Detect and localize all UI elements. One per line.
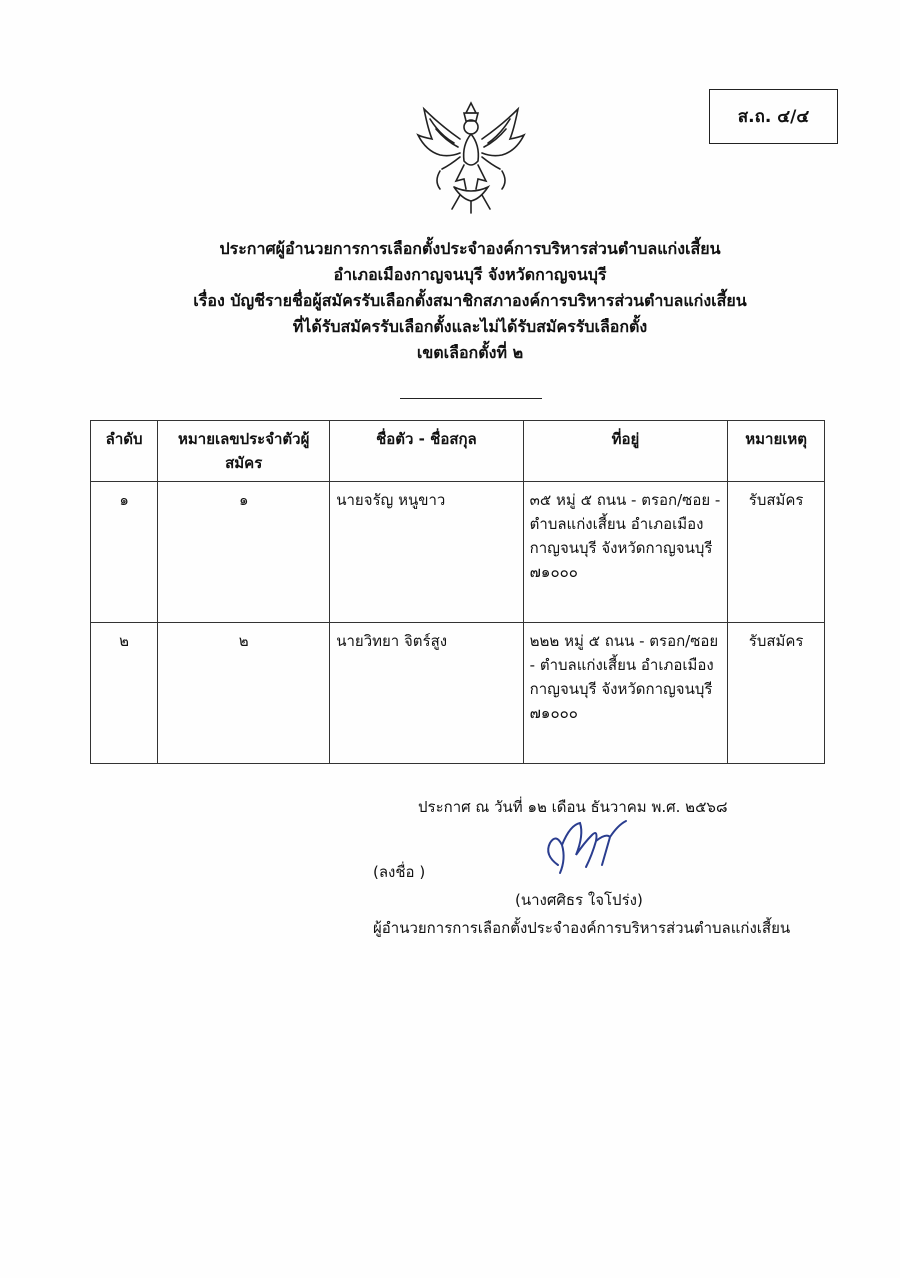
form-code-box: [709, 89, 838, 144]
cell-name: นายวิทยา จิตร์สูง: [330, 623, 523, 764]
signer-title: ผู้อำนวยการการเลือกตั้งประจำองค์การบริหารส่วนตำบลแก่งเสี้ยน: [373, 919, 791, 937]
cell-address: ๓๕ หมู่ ๕ ถนน - ตรอก/ซอย - ตำบลแก่งเสี้ยน อำเภอเมืองกาญจนบุรี จังหวัดกาญจนบุรี ๗๑๐๐๐: [523, 482, 728, 623]
cell-order: ๒: [91, 623, 158, 764]
candidate-table: [90, 420, 825, 764]
table-row: [91, 623, 825, 764]
garuda-emblem-icon: [410, 95, 532, 217]
cell-name: นายจรัญ หนูขาว: [330, 482, 523, 623]
heading-line-3: เรื่อง บัญชีรายชื่อผู้สมัครรับเลือกตั้งสมาชิกสภาองค์การบริหารส่วนตำบลแก่งเสี้ยน: [193, 291, 747, 310]
heading-line-1: ประกาศผู้อำนวยการการเลือกตั้งประจำองค์การบริหารส่วนตำบลแก่งเสี้ยน: [219, 239, 721, 258]
heading-line-5: เขตเลือกตั้งที่ ๒: [416, 343, 524, 362]
table-row: [91, 482, 825, 623]
cell-note: รับสมัคร: [728, 623, 825, 764]
handwritten-signature: [540, 815, 630, 880]
cell-note: รับสมัคร: [728, 482, 825, 623]
header-order: ลำดับ: [91, 421, 158, 482]
cell-candidate-number: ๑: [158, 482, 330, 623]
announce-date: ประกาศ ณ วันที่ ๑๒ เดือน ธันวาคม พ.ศ. ๒๕๖๘: [418, 798, 728, 816]
cell-order: ๑: [91, 482, 158, 623]
heading-line-2: อำเภอเมืองกาญจนบุรี จังหวัดกาญจนบุรี: [333, 265, 607, 284]
announcement-heading: [120, 236, 820, 366]
header-note: หมายเหตุ: [728, 421, 825, 482]
cell-candidate-number: ๒: [158, 623, 330, 764]
heading-divider: [400, 398, 542, 399]
heading-line-4: ที่ได้รับสมัครรับเลือกตั้งและไม่ได้รับสมัครรับเลือกตั้ง: [292, 317, 648, 336]
signer-name: (นางศศิธร ใจโปร่ง): [515, 891, 643, 909]
cell-address: ๒๒๒ หมู่ ๕ ถนน - ตรอก/ซอย - ตำบลแก่งเสี้ยน อำเภอเมืองกาญจนบุรี จังหวัดกาญจนบุรี ๗๑๐๐๐: [523, 623, 728, 764]
form-code: ส.ถ. ๔/๔: [737, 107, 810, 127]
sign-label: (ลงชื่อ ): [373, 863, 426, 881]
table-header-row: [91, 421, 825, 482]
header-name: ชื่อตัว - ชื่อสกุล: [330, 421, 523, 482]
header-candidate-number: หมายเลขประจำตัวผู้สมัคร: [158, 421, 330, 482]
header-address: ที่อยู่: [523, 421, 728, 482]
